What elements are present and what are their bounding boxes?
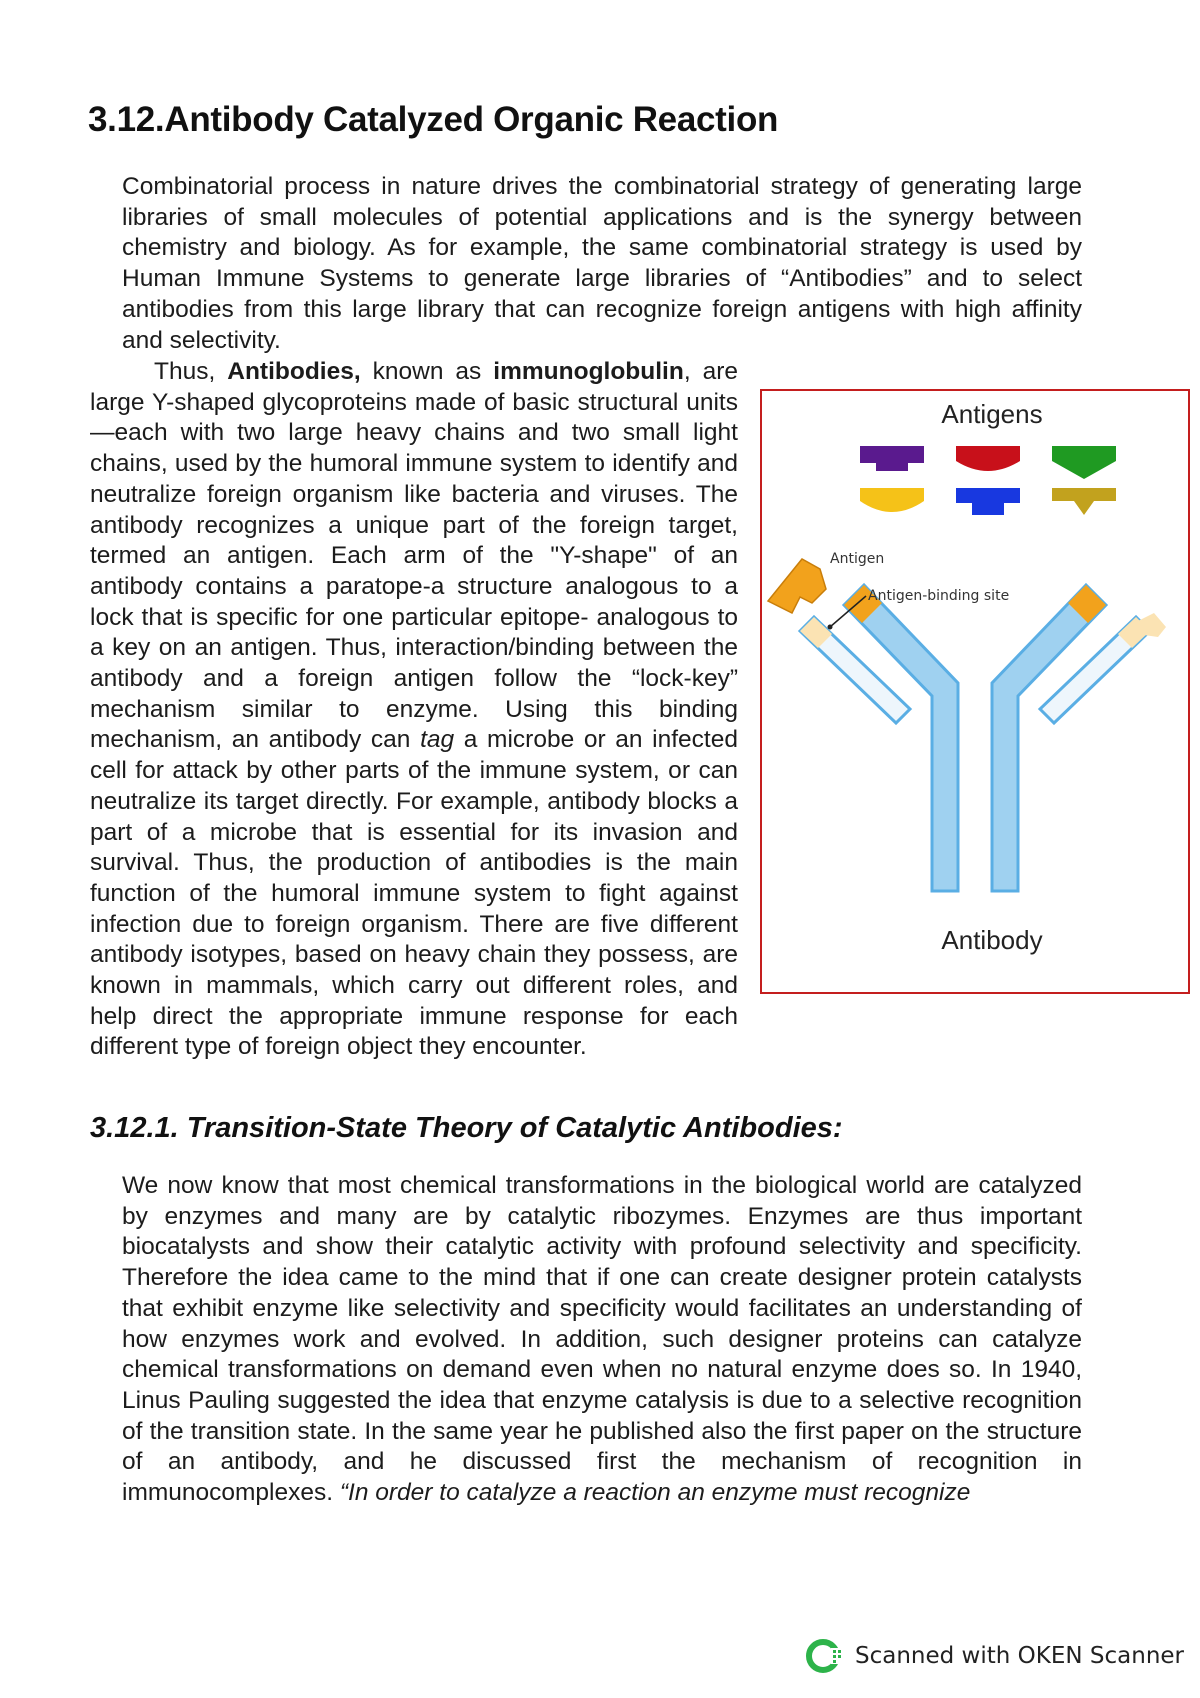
antibody-y-shape	[768, 559, 1166, 891]
p2-known: known as	[372, 358, 482, 385]
term-tag: tag	[420, 726, 455, 754]
p2-body-b: a microbe or an infected cell for attack by other parts of the immune system, or can neutralize its target directly. For example, antibody blocks a part of a microbe that is essential for its invasion and survival. Thus, the production of antibodies is the main function of the humoral immune system to fight against infection due to foreign organism. There are five different antibody isotypes, based on heavy chain they possess, are known in mammals, which carry out different roles, and help direct the appropriate immune response for each different type of foreign object they encounter.	[90, 726, 738, 1061]
section-title: 3.12.Antibody Catalyzed Organic Reaction	[88, 100, 779, 139]
p3-body: We now know that most chemical transformations in the biological world are catalyzed by enzymes and many are by catalytic ribozymes. Enzymes are thus important biocatalysts and show their catalytic activity with profound selectivity and specificity. Therefore the idea came to the mind that if one can create designer protein catalysts that exhibit enzyme like selectivity and specificity would facilitates an understanding of how enzymes work and evolved. In addition, such designer proteins can catalyze chemical transformations on demand even when no natural enzyme does so. In 1940, Linus Pauling suggested the idea that enzyme catalysis is due to a selective recognition of the transition state. In the same year he published also the first paper on the structure of an antibody, and he discussed first the mechanism of recognition in immunocomplexes.	[122, 1172, 1082, 1507]
paragraph-combinatorial: Combinatorial process in nature drives the combinatorial strategy of generating large libraries of small molecules of potential applications and is the synergy between chemistry and biology. As for example, the same combinatorial strategy is used by Human Immune Systems to generate large libraries of “Antibodies” and to select antibodies from this large library that can recognize foreign antigens with high affinity and selectivity.	[122, 173, 1082, 354]
binding-site-label: Antigen-binding site	[868, 588, 1010, 604]
term-antibodies: Antibodies,	[227, 358, 361, 385]
p2-start: Thus,	[154, 358, 216, 385]
scanner-watermark	[805, 1636, 1184, 1676]
antigen-red	[956, 446, 1020, 471]
subsection-title: 3.12.1. Transition-State Theory of Catalytic Antibodies:	[90, 1112, 843, 1144]
antibody-diagram	[762, 391, 1188, 992]
antibody-title: Antibody	[941, 925, 1043, 955]
antigen-label: Antigen	[830, 551, 885, 567]
antigen-purple	[860, 446, 924, 471]
antigen-yellow	[860, 488, 924, 512]
watermark-text: Scanned with OKEN Scanner	[855, 1643, 1184, 1669]
antigen-green	[1052, 446, 1116, 479]
antigen-blue	[956, 488, 1020, 515]
antibody-figure	[760, 389, 1190, 994]
paragraph-transition-state	[90, 1171, 1082, 1509]
oken-scanner-logo-icon	[805, 1636, 845, 1676]
antigens-title: Antigens	[941, 399, 1043, 429]
paragraph-antibodies	[90, 357, 1050, 1063]
term-immunoglobulin: immunoglobulin	[493, 358, 684, 385]
antigen-olive	[1052, 488, 1116, 515]
p3-quote: “In order to catalyze a reaction an enzyme must recognize	[339, 1479, 971, 1507]
p2-body-a: , are large Y-shaped glycoproteins made of basic structural units—each with two large heavy chains and two small light chains, used by the humoral immune system to identify and neutralize foreign organism like bacteria and viruses. The antibody recognizes a unique part of the foreign target, termed an antigen. Each arm of the "Y-shape" of an antibody contains a paratope-a structure analogous to a lock that is specific for one particular epitope- analogous to a key on an antigen. Thus, interaction/binding between the antibody and a foreign antigen follow the “lock-key” mechanism similar to enzyme. Using this binding mechanism, an antibody can	[90, 358, 739, 754]
